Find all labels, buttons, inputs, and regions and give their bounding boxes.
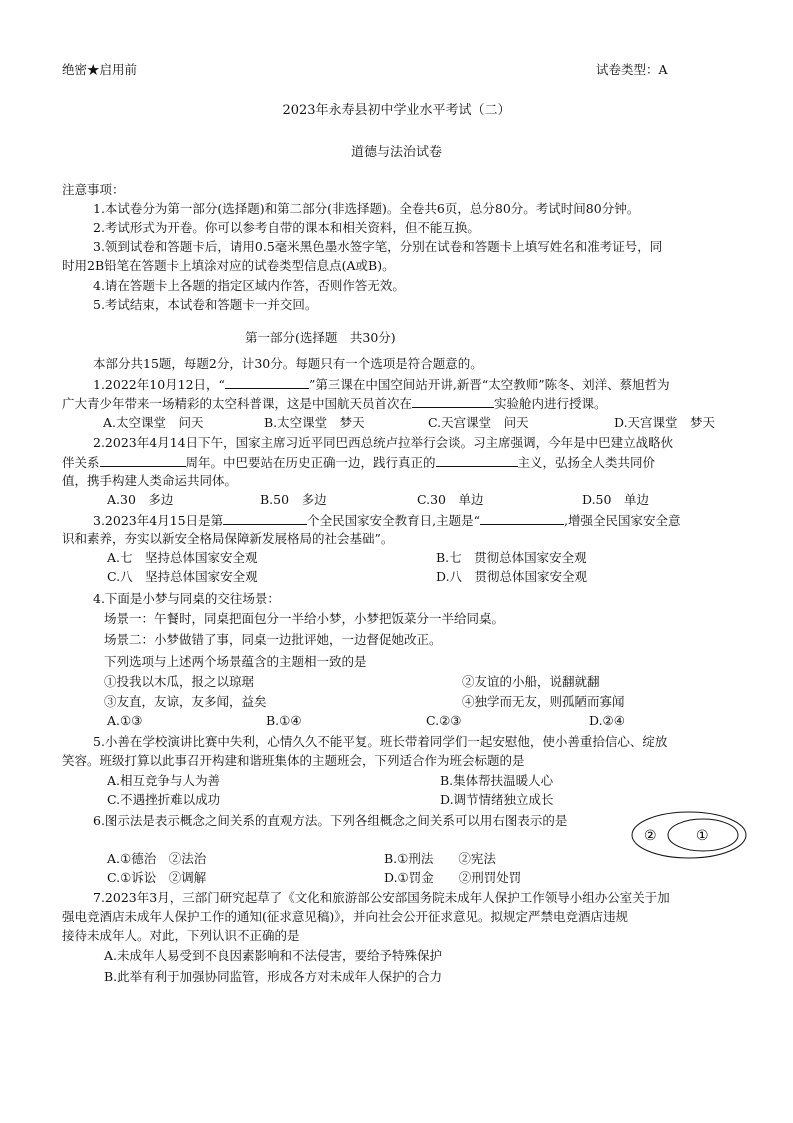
- answer-blank: [100, 454, 186, 467]
- answer-blank: [412, 395, 494, 408]
- option[interactable]: C.②③: [426, 713, 462, 728]
- question-2-stem: 伴关系 周年。中巴要站在历史正确一边，践行真正的 主义，弘扬全人类共同价: [62, 455, 656, 470]
- option[interactable]: C.天宫课堂 问天: [428, 415, 529, 430]
- statement: ②友谊的小船，说翻就翻: [462, 674, 600, 689]
- option[interactable]: A.未成年人易受到不良因素影响和不法侵害，要给予特殊保护: [104, 948, 443, 963]
- statement: ④独学而无友，则孤陋而寡闻: [462, 694, 625, 709]
- question-7-stem: 强电竞酒店未成年人保护工作的通知(征求意见稿)》，并向社会公开征求意见。拟规定严禁电竞酒店违规: [62, 909, 629, 924]
- concept-relation-diagram: [630, 810, 748, 860]
- option[interactable]: A.①德治 ②法治: [107, 851, 207, 866]
- exam-subtitle: 道德与法治试卷: [350, 145, 442, 160]
- question-4-stem: 4.下面是小梦与同桌的交往场景：: [93, 591, 280, 606]
- question-1-stem: 1.2022年10月12日，“ ”第三课在中国空间站开讲,新晋“太空教师”陈冬、刘洋、蔡旭哲为: [93, 377, 670, 392]
- answer-blank: [436, 454, 518, 467]
- option[interactable]: D.50 单边: [582, 492, 649, 507]
- question-4-scene: 场景一：午餐时，同桌把面包分一半给小梦，小梦把饭菜分一半给同桌。: [104, 611, 505, 626]
- option[interactable]: A.相互竞争与人为善: [107, 773, 221, 788]
- option[interactable]: B.七 贯彻总体国家安全观: [436, 550, 587, 565]
- paper-type-label: 试卷类型：A: [596, 62, 668, 77]
- option[interactable]: D.调节情绪独立成长: [440, 792, 554, 807]
- inner-label: ①: [696, 828, 709, 844]
- question-7-stem: 7.2023年3月，三部门研究起草了《文化和旅游部公安部国务院未成年人保护工作领导小组办公室关于加: [93, 890, 670, 905]
- confidential-label: 绝密★启用前: [62, 62, 138, 77]
- question-1-stem: 广大青少年带来一场精彩的太空科普课，这是中国航天员首次在 实验舱内进行授课。: [62, 396, 607, 411]
- option[interactable]: C.①诉讼 ②调解: [107, 870, 207, 885]
- option[interactable]: D.①罚金 ②刑罚处罚: [384, 870, 522, 885]
- part1-intro: 本部分共15题，每题2分，计30分。每题只有一个选项是符合题意的。: [93, 356, 483, 371]
- answer-blank: [480, 512, 564, 525]
- question-6-options: [0, 870, 793, 886]
- option[interactable]: A.30 多边: [107, 492, 174, 507]
- exam-title: 2023年永寿县初中学业水平考试（二）: [282, 103, 511, 118]
- option[interactable]: B.①④: [266, 713, 302, 728]
- question-3-stem: 识和素养，夯实以新安全格局保障新发展格局的社会基础”。: [62, 531, 394, 546]
- option[interactable]: D.天宫课堂 梦天: [614, 415, 716, 430]
- note-item: 1.本试卷分为第一部分(选择题)和第二部分(非选择题)。全卷共6页，总分80分。考试时间80分钟。: [93, 201, 640, 216]
- question-3-options: [0, 550, 793, 566]
- option[interactable]: A.七 坚持总体国家安全观: [107, 550, 258, 565]
- question-5-options: [0, 792, 793, 808]
- answer-blank: [223, 512, 307, 525]
- part1-heading: 第一部分(选择题 共30分): [245, 330, 396, 345]
- option[interactable]: C.不遇挫折难以成功: [107, 792, 221, 807]
- question-4-scene: 场景二：小梦做错了事，同桌一边批评她，一边督促她改正。: [104, 632, 442, 647]
- question-4-items: [0, 694, 793, 710]
- option[interactable]: A.①③: [107, 713, 143, 728]
- option[interactable]: C.八 坚持总体国家安全观: [107, 569, 258, 584]
- outer-label: ②: [644, 828, 657, 844]
- note-item: 5.考试结束，本试卷和答题卡一并交回。: [93, 297, 318, 312]
- note-item: 3.领到试卷和答题卡后，请用0.5毫米黑色墨水签字笔，分别在试卷和答题卡上填写姓名和准考证号，同: [93, 239, 663, 254]
- question-2-options: [0, 492, 793, 508]
- option[interactable]: B.集体帮扶温暖人心: [440, 773, 554, 788]
- question-5-stem: 5.小善在学校演讲比赛中失利，心情久久不能平复。班长带着同学们一起安慰他，使小善重拾信心、绽放: [93, 734, 668, 749]
- option[interactable]: A.太空课堂 问天: [103, 415, 204, 430]
- statement: ③友直，友谅，友多闻，益矣: [104, 694, 267, 709]
- statement: ①投我以木瓜，报之以琼琚: [104, 674, 255, 689]
- question-1-options: [0, 415, 793, 431]
- option[interactable]: D.②④: [589, 713, 625, 728]
- option[interactable]: B.太空课堂 梦天: [264, 415, 365, 430]
- option[interactable]: C.30 单边: [417, 492, 484, 507]
- question-3-options: [0, 569, 793, 585]
- note-item: 4.请在答题卡上各题的指定区域内作答，否则作答无效。: [93, 278, 405, 293]
- question-4-items: [0, 674, 793, 690]
- question-5-options: [0, 773, 793, 789]
- question-4-ask: 下列选项与上述两个场景蕴含的主题相一致的是: [104, 654, 367, 669]
- question-4-options: [0, 713, 793, 729]
- option[interactable]: B.此举有利于加强协同监管，形成各方对未成年人保护的合力: [104, 969, 443, 984]
- question-5-stem: 笑容。班级打算以此事召开构建和谐班集体的主题班会，下列适合作为班会标题的是: [62, 753, 525, 768]
- question-2-stem: 2.2023年4月14日下午，国家主席习近平同巴西总统卢拉举行会谈。习主席强调，今年是中巴建立战略伙: [93, 435, 674, 450]
- question-6-stem: 6.图示法是表示概念之间关系的直观方法。下列各组概念之间关系可以用右图表示的是: [93, 813, 568, 828]
- question-7-stem: 接待未成年人。对此，下列认识不正确的是: [62, 928, 300, 943]
- option[interactable]: D.八 贯彻总体国家安全观: [436, 569, 588, 584]
- answer-blank: [225, 376, 309, 389]
- option[interactable]: B.①刑法 ②宪法: [384, 851, 496, 866]
- note-item: 2.考试形式为开卷。你可以参考自带的课本和相关资料，但不能互换。: [93, 220, 480, 235]
- question-2-stem: 值，携手构建人类命运共同体。: [62, 473, 238, 488]
- note-item: 时用2B铅笔在答题卡上填涂对应的试卷类型信息点(A或B)。: [62, 258, 395, 273]
- option[interactable]: B.50 多边: [260, 492, 327, 507]
- question-3-stem: 3.2023年4月15日是第 个全民国家安全教育日,主题是“ ,增强全民国家安全意: [93, 513, 681, 528]
- notes-heading: 注意事项：: [62, 182, 125, 197]
